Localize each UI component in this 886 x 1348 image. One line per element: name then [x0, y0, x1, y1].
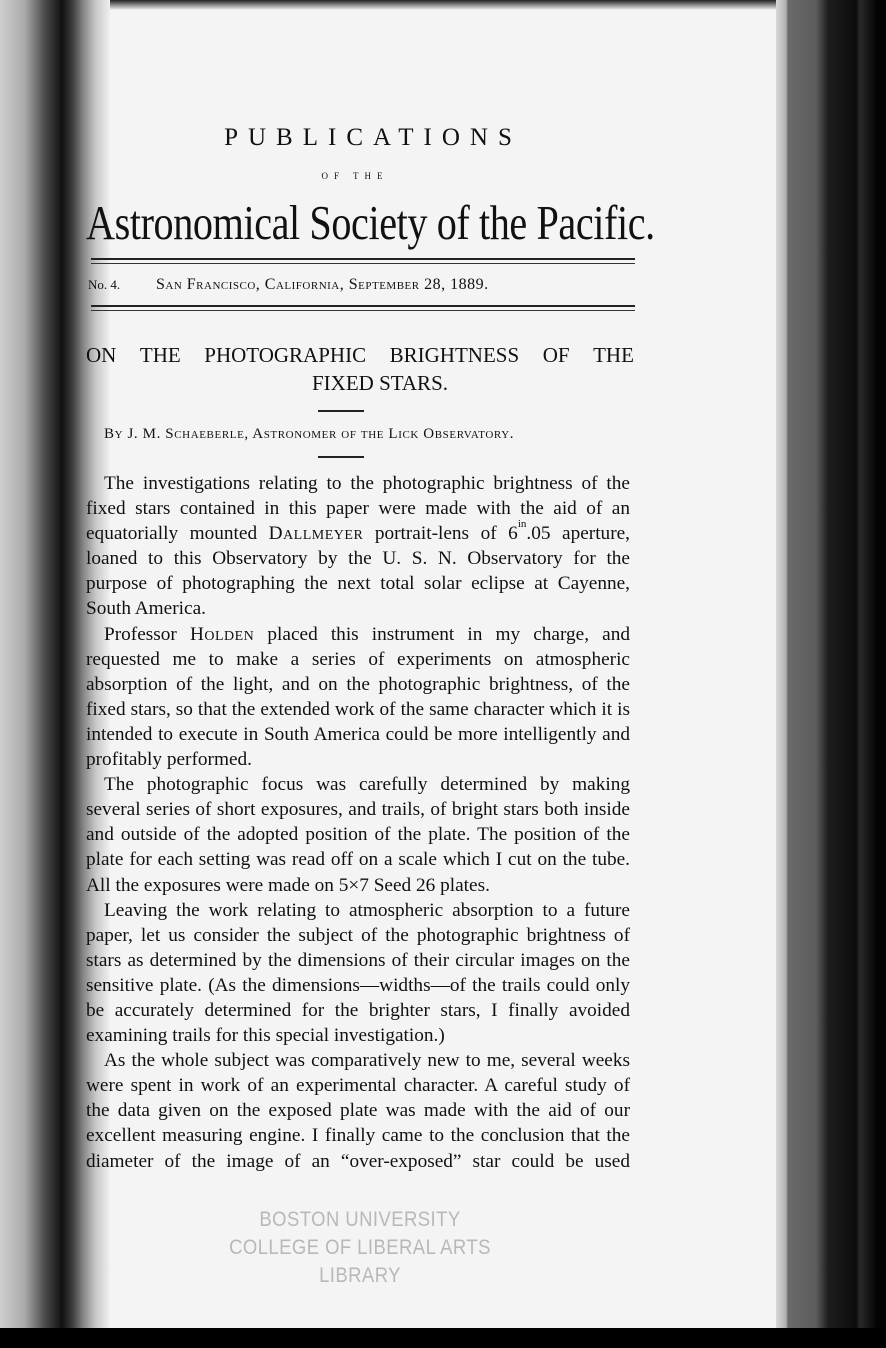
paragraph: The photographic focus was carefully determined by making several series of short exposures, and trails, of bright stars both inside and outside of the adopted position of the plate. The position of the plate for each setting was read off on a scale which I cut on the tube. All the exposures were made on 5×7 Seed 26 plates.	[86, 774, 630, 896]
title-word: ON	[86, 343, 117, 367]
stamp-line: LIBRARY	[319, 1264, 401, 1287]
title-word: PHOTOGRAPHIC	[204, 343, 367, 367]
issue-place-date: San Francisco, California, September 28, 1889.	[156, 276, 489, 293]
paragraph: Leaving the work relating to atmospheric absorption to a future paper, let us consider the subject of the photographic brightness of stars as determined by the dimensions of their circular images on the sensitive plate. (As the dimensions—widths—of the trails could only be accurately determined for the brighter stars, I finally avoided examining trails for this special investigation.)	[86, 899, 630, 1047]
title-word: OF	[542, 343, 570, 367]
stamp-line: BOSTON UNIVERSITY	[259, 1208, 461, 1231]
page-stack-edge	[776, 0, 886, 1348]
paragraph: Professor Holden placed this instrument in my charge, and requested me to make a series of experiments on atmospheric absorption of the light, and on the photographic brightness, of the fixed stars, so that the extended work of the same character which it is intended to execute in South America could be more intelligently and profitably performed.	[86, 623, 630, 771]
article-title-line2: FIXED STARS.	[311, 371, 448, 395]
article-title-line1	[86, 343, 634, 368]
top-shadow	[0, 0, 886, 10]
article-byline: By J. M. Schaeberle, Astronomer of the Lick Observatory.	[104, 426, 515, 442]
title-word: THE	[139, 343, 181, 367]
title-word: BRIGHTNESS	[389, 343, 520, 367]
header-rule-top-1	[91, 258, 635, 260]
header-rule-bottom-2	[91, 310, 635, 311]
paragraph: As the whole subject was comparatively new to me, several weeks were spent in work of an experimental character. A careful study of the data given on the exposed plate was made with the aid of our excellent measuring engine. I finally came to the conclusion that the diameter of the image of an “over-exposed” star could be used	[86, 1050, 630, 1172]
journal-of-the: OF THE	[321, 171, 389, 181]
stamp-line: COLLEGE OF LIBERAL ARTS	[229, 1236, 491, 1259]
journal-publications-heading: PUBLICATIONS	[224, 124, 522, 151]
issue-line	[88, 276, 489, 294]
title-word: THE	[593, 343, 634, 367]
title-separator-rule	[318, 410, 364, 412]
paragraph: The investigations relating to the photographic brightness of the fixed stars contained in this paper were made with the aid of an equatorially mounted Dallmeyer portrait-lens of $6^{in}.05$ aperture, loaned to this Observatory by the U. S. N. Observatory for the purpose of photographing the next total solar eclipse at Cayenne, South America.	[86, 473, 631, 620]
issue-number: No. 4.	[88, 277, 121, 292]
byline-separator-rule	[318, 456, 364, 458]
journal-title: Astronomical Society of the Pacific.	[86, 195, 655, 250]
article-body	[86, 471, 630, 1174]
library-stamp	[0, 1206, 710, 1290]
header-rule-top-2	[91, 263, 635, 264]
header-rule-bottom-1	[91, 305, 635, 307]
scan-bottom-edge	[0, 1328, 886, 1348]
